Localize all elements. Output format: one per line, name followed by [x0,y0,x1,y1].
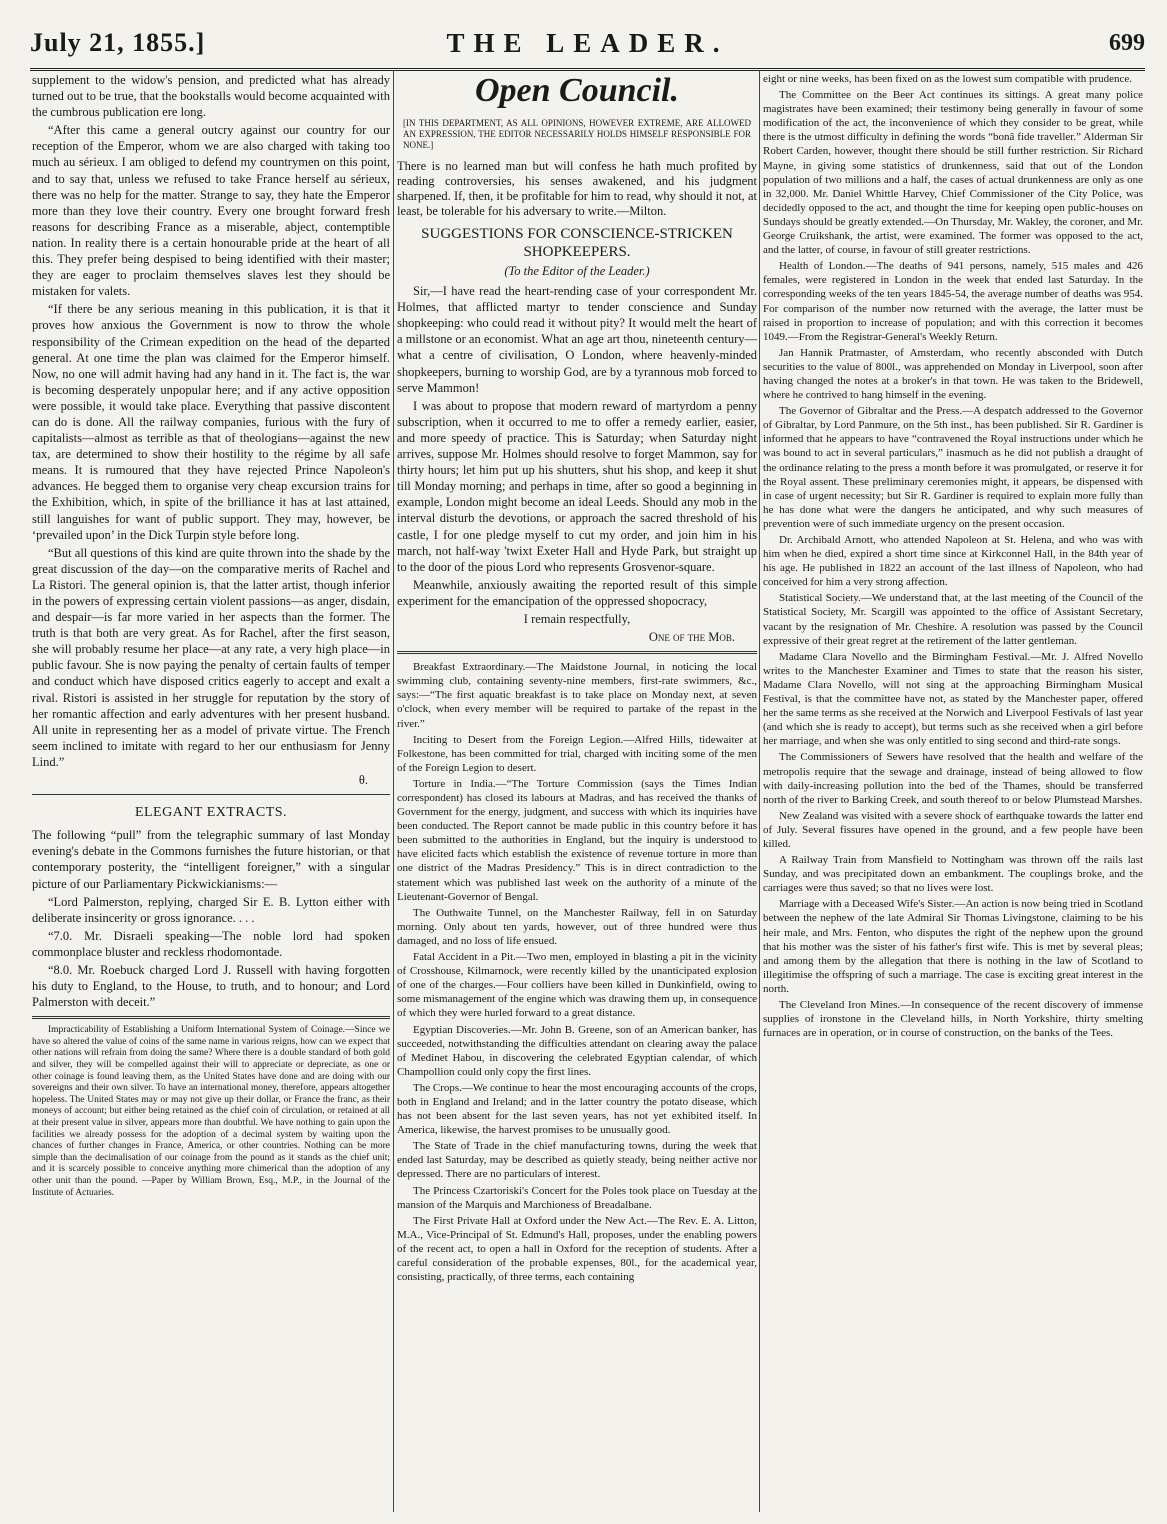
news-item: The First Private Hall at Oxford under the New Act.—The Rev. E. A. Litton, M.A., Vice-Principal of St. Edmund's Hall, proposes, under the enabling powers of the recent act, to open a hall in Oxford for the reception of students. After a careful consideration of the probable expenses, 80l., for the academical year, consisting, practically, of three terms, each containing [397,1214,757,1284]
news-item: Statistical Society.—We understand that, at the last meeting of the Council of the Statistical Society, Mr. Scargill was appointed to the office of Assistant Secretary, vacant by the resignation of Mr. Cheshire. A resolution was passed by the Council expressive of their great regret at the retirement of the latter gentleman. [763,592,1143,647]
column-right [763,72,1143,1518]
news-item: Fatal Accident in a Pit.—Two men, employed in blasting a pit in the vicinity of Crosshouse, Kilmarnock, were recently killed by the unanticipated explosion of one of the charges.—Four colliers have been killed in Dunkinfield, owing to some mismanagement of the engine which was drawing them up, in consequence of which they were hurled forward to a great distance. [397,951,757,1020]
letter-title: SUGGESTIONS FOR CONSCIENCE-STRICKEN SHOPKEEPERS. [421,226,733,260]
section-heading: ELEGANT EXTRACTS. [134,805,288,821]
divider [32,794,390,795]
column-divider [759,70,760,1512]
column-divider [393,70,394,1512]
column-left [32,72,390,1518]
paragraph: Meanwhile, anxiously awaiting the reported result of this simple experiment for the emancipation of the oppressed shopocracy, [397,577,757,608]
paragraph: I was about to propose that modern reward of martyrdom a penny subscription, when it occurred to me to offer a remedy earlier, easier, and more speedy of practice. This is Saturday; when Saturday night arrives, suppose Mr. Holmes should resolve to forget Mammon, say for thirty hours; let him put up his shutters, shut his shop, and keep it shut till Monday morning; and perhaps in time, after so good a beginning in example, London might become an ideal Leeds. Should any mob in the interval disturb the devotions, or approach the sacred threshold of his castle, I for one pledge myself to cut my order, and join him in his march, not half-way 'twixt Exeter Hall and Hyde Park, but straight up to the door of the pious Lord who represents Grosvenor-square. [397,398,757,574]
news-item: Health of London.—The deaths of 941 persons, namely, 515 males and 426 females, were registered in London in the week that ended last Saturday. In the corresponding weeks of the ten years 1845-54, the average number of deaths was 954. For comparison of the number now returned with the average, the latter must be raised in proportion to increase of population; and with this correction it becomes 1049.—From the Registrar-General's Weekly Return. [763,260,1143,343]
news-item: The State of Trade in the chief manufacturing towns, during the week that ended last Saturday, may be described as quietly steady, being neither active nor depressed. There are no particulars of interest. [397,1140,757,1181]
news-item: Jan Hannik Pratmaster, of Amsterdam, who recently absconded with Dutch securities to the value of 800l., was apprehended on Monday in Liverpool, soon after having changed the notes at a broker's in that town. He was taken to the Bridewell, where he contrived to hang himself in the evening. [763,346,1143,402]
issue-date: July 21, 1855.] [30,28,206,57]
page-number: 699 [1109,30,1145,56]
paragraph: “Lord Palmerston, replying, charged Sir E. B. Lytton either with deliberate insincerity or gross ignorance. . . . [32,894,390,925]
news-item: Dr. Archibald Arnott, who attended Napoleon at St. Helena, and who was with him when he died, expired a short time since at Kirkconnel Hall, in the 84th year of his age. He published in 1822 an account of the last illness of Napoleon, who had conceived for him a very strong affection. [763,534,1143,589]
signature: θ. [358,773,368,788]
news-item: eight or nine weeks, has been fixed on as the lowest sum compatible with prudence. [763,73,1133,85]
newspaper-title: THE LEADER. [446,28,729,58]
letter-subtitle: (To the Editor of the Leader.) [504,264,650,278]
news-item: A Railway Train from Mansfield to Nottingham was thrown off the rails last Sunday, and was precipitated down an embankment. The couplings broke, and the carriages were thus saved; so that no lives were lost. [763,854,1143,895]
paragraph: “If there be any serious meaning in this publication, it is that it proves how anxious the Government is now to throw the whole responsibility of the Crimean expedition on the head of the departed general. At one time the plan was claimed for the Emperor himself. Now, no one will admit having had any hand in it. The fact is, the war is becoming desperately unpopular here; and if any active opposition were possible, it would take place. Everything that passive discontent can do is done. All the railway companies, furious with the fury of capitalists—almost as terrible as that of theologians—against the new tax, are determined to show their hostility to the régime by all safe means. It is rumoured that they have rejected Prince Napoleon's advances. He begged them to organise very cheap excursion trains for the Exhibition, which, in spite of the brilliance it has at last attained, still languishes for want of public support. They may, however, be ‘prevailed upon’ in the Dick Turpin style before long. [32,302,390,542]
masthead [30,8,1145,60]
news-item: The Crops.—We continue to hear the most encouraging accounts of the crops, both in England and Ireland; and in the latter country the potato disease, which has not been absent for the last seven years, has not yet exhibited itself. In America, likewise, the harvest promises to be unusually good. [397,1081,757,1137]
section-heading-open-council: Open Council. [474,72,680,109]
news-item: The Governor of Gibraltar and the Press.—A despatch addressed to the Governor of Gibraltar, by Lord Panmure, on the 5th inst., has been published. Sir R. Gardiner is informed that he appears to have “contravened the Royal instructions under which he was bound to act in several particulars,” inasmuch as he did not publish a draught of the ordinance relating to the press a month before it was promulgated, or reserve it for the Royal assent. These preliminary ceremonies might, it appears, be dispensed with in case of urgent necessity; but Sir R. Gardiner is required to explain more fully than he has done what were the dangers he anticipated, and why such measures of prevention were of such immediate urgency on the present occasion. [763,405,1143,530]
paragraph: “8.0. Mr. Roebuck charged Lord J. Russell with having forgotten his duty to England, to the House, to truth, and to honour; and Lord Palmerston with deceit.” [32,962,390,1010]
paragraph: Impracticability of Establishing a Uniform International System of Coinage.—Since we have so altered the value of coins of the same name in various reigns, how can we expect that other nations will refrain from doing the same? Where there is a double standard of both gold and silver, they will be compelled against their will to appreciate or depreciate, as one or other coinage is found leaving them, as the United States have done and are doing with our sovereigns and their own silver. To have an international money, therefore, appears altogether hopeless. The United States may or may not give up their dollar, or France the franc, as their moneys of account; but either being retained as the chief coin of circulation, or retained at all at their present value in silver, appears more than doubtful. We have nothing to gain upon the facilities we already possess for the adoption of a decimal system by waiting upon the chances of further changes in France, America, or other countries. Nothing can be more simple than the decimalisation of our coinage from the pound as it stands as the chief unit; and it is scarcely possible to conceive anything more chimerical than the adoption of any other unit than the pound. —Paper by William Brown, Esq., M.P., in the Journal of the Institute of Actuaries. [32,1025,390,1198]
news-item: Torture in India.—“The Torture Commission (says the Times Indian correspondent) has closed its labours at Madras, and has received the thanks of Government for the energy, judgment, and success with which its inquiries have been conducted. The Report cannot be made public in this country before it has been submitted to the authorities in England, but the inquiry is understood to have elicited facts which establish the existence of revenue torture in more than one district of the Madras Presidency.” This is in direct contradiction to the statement which was published last week on the authority of a minute of the Lieutenant-Governor of Bengal. [397,777,757,903]
news-item: Breakfast Extraordinary.—The Maidstone Journal, in noticing the local swimming club, containing seventy-nine members, first-rate swimmers, &c., says:—“The first aquatic breakfast is to take place on Monday next, at seven o'clock, when every member will be required to partake of the repast in the river.” [397,661,757,730]
news-item: Egyptian Discoveries.—Mr. John B. Greene, son of an American banker, has succeeded, notwithstanding the difficulties attendant on clearing away the palace of Medinet Habou, in discovering the celebrated Egyptian calendar, of which Champollion could only copy the first lines. [397,1023,757,1078]
divider [32,1016,390,1019]
news-item: Madame Clara Novello and the Birmingham Festival.—Mr. J. Alfred Novello writes to the Manchester Examiner and Times to state that the reason his sister, Madame Clara Novello, will not sing at the approaching Birmingham Musical Festival, is that the committee have not, as stated by the Manchester paper, offered her the same terms as she received at the Norwich and Liverpool Festivals of last year (and which she is ready to accept), but terms such as she received when a girl before her marriage, and when she was only entitled to sing second and third-rate songs. [763,650,1143,748]
news-item: The Committee on the Beer Act continues its sittings. A great many police magistrates have been examined; their testimony being generally in favour of some modification of the act, the inconvenience of which they consider to be great, while there is the utmost difficulty in defining the words “bonâ fide traveller.” Alderman Sir Robert Carden, however, thought there should be still further restriction. Sir Richard Mayne, in giving some statistics of drunkenness, said that out of the London population of two millions and a half, the cases of actual drunkenness are only as one in 32,000. Mr. Daniel Whittle Harvey, Chief Commissioner of the City Police, was decidedly opposed to the act, and thought the time for keeping open public-houses on Sundays should be greatly extended.—On Thursday, Mr. Wakley, the coroner, and Mr. George Cruikshank, the artist, were examined. The former was opposed to the act, and the latter, of course, in favour of still greater restrictions. [763,89,1143,257]
column-middle [397,72,757,1518]
news-item: The Outhwaite Tunnel, on the Manchester Railway, fell in on Saturday morning. Only about ten yards, however, out of three hundred were thus damaged, and no loss of life ensued. [397,906,757,947]
news-item: Marriage with a Deceased Wife's Sister.—An action is now being tried in Scotland between the nephew of the late Admiral Sir Thomas Livingstone, claiming to be his heir male, and Mrs. Fenton, who disputes the right of the nephew upon the ground that his mother was the sister of his father's first wife. This is met by several pleas; and among them by the allegation that there is nothing in the law of Scotland to illegitimise the offspring of such a marriage. The case is exciting great interest in the north. [763,898,1143,995]
news-item: The Cleveland Iron Mines.—In consequence of the recent discovery of immense supplies of ironstone in the Cleveland hills, in North Yorkshire, thirty smelting furnaces are in operation, or in course of construction, on the banks of the Tees. [763,999,1143,1040]
letter-signature: One of the Mob. [648,630,735,645]
paragraph: “But all questions of this kind are quite thrown into the shade by the great discussion of the day—on the comparative merits of Rachel and La Ristori. The general opinion is, that the latter artist, though inferior in the powers of expressing certain violent passions—as anger, disdain, and despair—is far more varied in her aspects than the former. The truth is that both are very great. As for Rachel, after the first season, she will probably resume her place—at any rate, a very high place—in public favour. She is now paying the penalty of certain faults of temper and conduct which have disposed critics eagerly to accept and exalt a rival. Ristori is assisted in her struggle for reputation by the story of her romantic affection and early adventures with her present husband. All unite in representing her as a model of private virtue. The French seem inclined to imitate with regard to her our enthusiasm for Jenny Lind.” [32,545,390,769]
divider [397,651,757,654]
paragraph: “After this came a general outcry against our country for our reception of the Emperor, whom we are also charged with taking too much au sérieux. I am obliged to defend my countrymen on this point, and to say that, unless we refused to take France herself au sérieux, there was no help for the matter. Strange to say, they hate the Emperor more than they love their country. Every one brought forward fresh reasons for describing France as a miserable, abject, contemptible nation. In reality there is a certain honourable pride at the heart of all this. They prefer being despised to being identified with their master; they are eager to proclaim themselves slaves lest they should be mistaken for valets. [32,123,390,299]
paragraph: supplement to the widow's pension, and predicted what has already turned out to be true, that the bookstalls would become acquainted with the cumbrous publication ere long. [32,73,390,120]
editorial-note: [IN THIS DEPARTMENT, AS ALL OPINIONS, HOWEVER EXTREME, ARE ALLOWED AN EXPRESSION, THE EDITOR NECESSARILY HOLDS HIMSELF RESPONSIBLE FOR NONE.] [403,118,751,150]
masthead-rule [30,68,1145,71]
paragraph: Sir,—I have read the heart-rending case of your correspondent Mr. Holmes, that afflicted martyr to tender conscience and Sunday shopkeeping: who could read it without pity? It would melt the heart of a millstone or an economist. What an age art thou, nineteenth century—what a centre of civilisation, O London, where heavenly-minded shopkeepers, burning to worship God, are by a tyrannous mob forced to serve Mammon! [397,284,757,395]
news-item: The Princess Czartoriski's Concert for the Poles took place on Tuesday at the mansion of the Marquis and Marchioness of Breadalbane. [397,1184,757,1211]
paragraph: The following “pull” from the telegraphic summary of last Monday evening's debate in the Commons furnishes the future historian, or that contemporary posterity, the “intelligent foreigner,” with a singular picture of our Parliamentary Pickwickianisms:— [32,828,390,891]
letter-closing: I remain respectfully, [523,611,631,626]
news-item: Inciting to Desert from the Foreign Legion.—Alfred Hills, tidewaiter at Folkestone, has been committed for trial, charged with inciting some of the men of the Foreign Legion to desert. [397,733,757,774]
paragraph: “7.0. Mr. Disraeli speaking—The noble lord had spoken commonplace bluster and reckless rhodomontade. [32,928,390,959]
news-item: New Zealand was visited with a severe shock of earthquake towards the latter end of July. Several fissures have opened in the ground, and a few people have been killed. [763,809,1143,850]
epigraph: There is no learned man but will confess he hath much profited by reading controversies, his senses awakened, and his judgment sharpened. If, then, it be profitable for him to read, why should it not, at least, be tolerable for his adversary to write.—Milton. [397,159,757,218]
news-item: The Commissioners of Sewers have resolved that the health and welfare of the metropolis require that the sewage and drainage, instead of being allowed to flow with daily-increasing pollution into the bed of the Thames, should be transferred north of the river to Barking Creek, and south thereof to or below Plumstead Marshes. [763,751,1143,806]
